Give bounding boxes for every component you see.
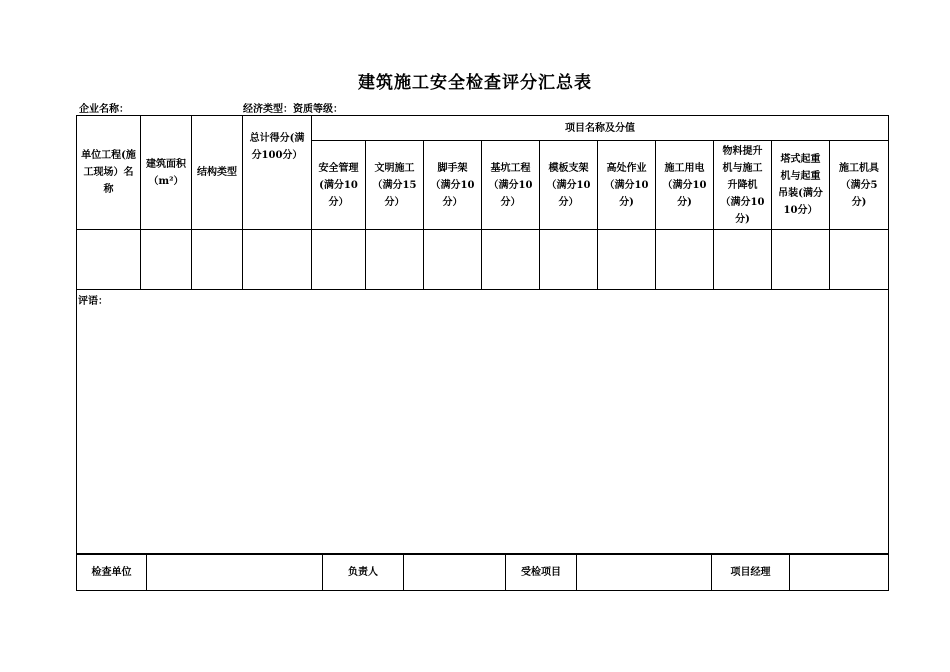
inspect-unit-field[interactable] [147, 555, 323, 591]
data-cell-scaffolding[interactable] [424, 230, 482, 290]
project-manager-field[interactable] [790, 555, 889, 591]
header-unit-project: 单位工程(施 工现场）名 称 [77, 116, 141, 230]
responsible-person-field[interactable] [404, 555, 506, 591]
signature-table [76, 554, 889, 591]
economic-type-label: 经济类型： [243, 104, 293, 115]
data-cell-construction-electricity[interactable] [656, 230, 714, 290]
header-structure-type: 结构类型 [192, 116, 243, 230]
data-cell-tower-crane[interactable] [772, 230, 830, 290]
project-manager-label: 项目经理 [712, 555, 790, 591]
header-item-civilized-construction: 文明施工 （满分15 分） [366, 141, 424, 230]
data-cell-construction-machinery[interactable] [830, 230, 889, 290]
comments-area[interactable] [77, 290, 889, 554]
data-cell-total-score[interactable] [243, 230, 312, 290]
header-item-foundation-pit: 基坑工程 （满分10 分） [482, 141, 540, 230]
inspect-unit-label: 检查单位 [77, 555, 147, 591]
data-cell-material-hoist[interactable] [714, 230, 772, 290]
data-cell-structure-type[interactable] [192, 230, 243, 290]
data-cell-foundation-pit[interactable] [482, 230, 540, 290]
inspected-project-field[interactable] [577, 555, 712, 591]
company-name-label: 企业名称： [79, 104, 129, 115]
inspected-project-label: 受检项目 [506, 555, 577, 591]
header-item-group: 项目名称及分值 [312, 116, 889, 141]
data-cell-formwork-support[interactable] [540, 230, 598, 290]
table-row [77, 230, 889, 290]
header-item-scaffolding: 脚手架 （满分10 分） [424, 141, 482, 230]
header-item-work-at-height: 高处作业 （满分10 分) [598, 141, 656, 230]
header-item-material-hoist: 物料提升 机与施工 升降机 （满分10 分) [714, 141, 772, 230]
data-cell-work-at-height[interactable] [598, 230, 656, 290]
header-item-construction-machinery: 施工机具 （满分5 分) [830, 141, 889, 230]
economic-type-qualification-label [243, 100, 343, 115]
comments-label: 评语： [78, 296, 108, 307]
header-item-construction-electricity: 施工用电 （满分10 分) [656, 141, 714, 230]
data-cell-civilized-construction[interactable] [366, 230, 424, 290]
responsible-person-label: 负责人 [323, 555, 404, 591]
header-item-formwork-support: 模板支架 （满分10 分） [540, 141, 598, 230]
data-cell-unit-project[interactable] [77, 230, 141, 290]
header-item-tower-crane: 塔式起重 机与起重 吊装(满分 10分） [772, 141, 830, 230]
summary-table [76, 115, 889, 554]
page-title: 建筑施工安全检查评分汇总表 [358, 73, 592, 93]
header-total-score: 总计得分(满 分100分） [243, 116, 312, 230]
header-building-area: 建筑面积 （m²） [141, 116, 192, 230]
qualification-level-label: 资质等级： [293, 104, 343, 115]
header-item-safety-management: 安全管理 (满分10 分） [312, 141, 366, 230]
data-cell-building-area[interactable] [141, 230, 192, 290]
data-cell-safety-management[interactable] [312, 230, 366, 290]
